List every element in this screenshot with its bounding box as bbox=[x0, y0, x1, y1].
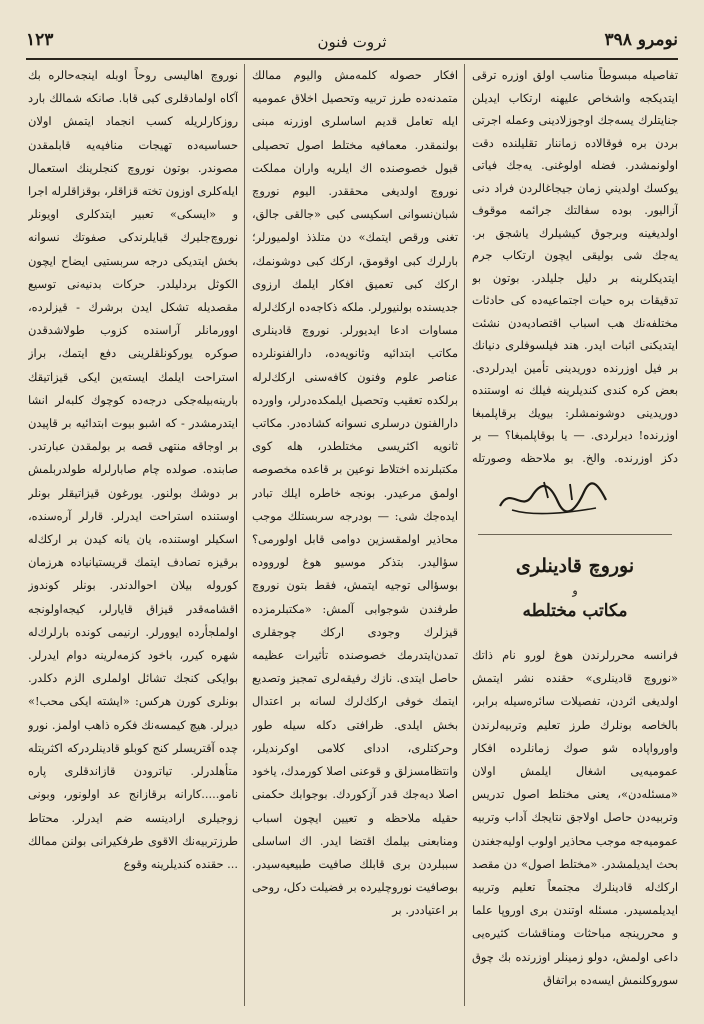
page-number: ۱۲۳ bbox=[26, 30, 54, 50]
column-divider bbox=[244, 64, 245, 1006]
article-continuation-text: تفاصيله مبسوطاً مناسب اولق اوزره ترقى ايتديكجه واشخاص عليهنه ارتكاب ايديلن جنايتلرك يسه‌جك اوجوزلادينى وعمله اجرتى بردن بره فوقالاده زماننار تقليلنده دقت اولونمشدر. فضله اولوغنى. يه‌جك فياتى يوكسك اولديني زمان جيجاغالردن فراد دنى آزاليور. بوده سفالتك جرائمه موقوف اولديغينه وبرجوق كيشيلرك ياشجق بر. يه‌جك شى بوليقى ايچون ارتكاب جرم ايتديكلرينه بر دليل جليلدر. بوتون بو تدقيقات بره حيات اجتماعيه‌ده كى حادثات مختلفه‌نك هب اسباب اقتصاديه‌دن نشئت ايتديكنى اثبات ايدر. هند فيلسوفلرى دنيانك بر فيل اوزرنده دوريدينى تأمين ايدرلردى. بعض كره كندى كنديلرينه فيلك نه اوستنده دوريدينى دوشونمشلر: بيويك برقاپلمبغا اوزرنده! ديرلردى. — يا بوقاپلمبغا؟ — بر دكز اوزرنده. والخ. بو ملاحظه وصورتله bbox=[472, 68, 678, 465]
journal-title: ثروت فنون bbox=[317, 33, 387, 51]
column-middle-text: افكار حصوله كلمه‌مش واليوم ممالك متمدنه‌ده طرز تربيه وتحصيل اخلاق عموميه ايله تعامل قديم اساسلرى اوزرنه مبنى بولنمقدر. معمافيه مختلط اصول تحصيلى قبول خصوصنده اك ايلريه واران مملكت نوروچ اولديغى محققدر. اليوم نوروچ شبان‌نسوانى اسكيسى كبى «جالقى جالق، تغنى ورقص ايتمك» دن متلذذ اولميورلر؛ بارلرك كبى اوقومق، اركك كبى دوشونمك، اركك كبى تعميق افكار ايلمك ارزوى جديسنده بولنيورلر. ملكه ذكاجه‌ده اركك‌لرله مساوات ادعا ايديورلر. نوروچ قادينلرى مكاتب ابتدائيه وثانويه‌ده، دارالفنونلرده عناصر علوم وفنون كافه‌سنى اركك‌لرله برلكده تعقيب وتحصيل ايلمكده‌درلر، واورده دارالفنون درسلرى نسوانه كشاده‌در. مكاتب ثانويه اكثريسى مختلطدر، هله كوى مكتبلرنده اختلاط نوعين بر قاعده مخصوصه اولمق مرعيدر. بونجه خاطره ايلك تبادر ايده‌جك شى: — بودرجه سربستلك موجب محاذير اولمقسزين دوامى قابل اولورمى؟ سؤاليدر. بتذكر موسيو هوغ لورووده بوسؤالى توجيه ايتمش، فقط بتون نوروچ طرفندن شوجوابى آلمش: «مكتبلرمزده قيزلرك وجودى اركك چوجقلرى تمدن‌ايتدرمك خصوصنده تأثيرات عظيمه حاصل ايتدى. نازك رفيقه‌لرى تمجيز وتصديع ايتمك خوفى اركك‌لرك لسانه بر اعتدال بخش ايلدى. ظرافتى دكله سيله طور وحركتلرى، ادداى كلامى اوكرنديلر، وانتظامسزلق و قوعنى اصلا كورمدك، ياخود اصلا ديه‌جك قدر آزكوردك. بوجوابك حكمنى حقيله ملاحظه و تعيين ايچون اسباب ومنابعنى بيلمك اقتضا ايدر. اك اساسلى سببلردن برى قابلك صافيت طبيعيه‌سيدر. بوصافيت نوروچليرده بر فضيلت دكل، روحى بر اعتياددر. بر bbox=[252, 68, 458, 918]
column-middle bbox=[252, 64, 458, 1006]
article-body-text: فرانسه محررلرندن هوغ لورو نام ذاتك «نوروچ قادينلرى» حقنده نشر ايتمش اولديغى اثردن، تفصيلات سائره‌سيله برابر، بالخاصه بونلرك طرز تعليم وتربيه‌لرندن واورواپاده شو صوك زمانلرده افكار عموميه‌يى اشغال ايلمش اولان «مسئله‌دن»، يعنى مختلط اصول تدريس وتربيه‌دن حاصل اولاجق نتايجك آداب وتربيه عموميه‌جه موجب محاذير اولوب اوليه‌جغندن بحث ايديلمشدر. «مختلط اصول» دن مقصد اركك‌له قادينلرك مجتمعاً تعليم وتربيه ايديلمسيدر. مسئله اوتندن برى اوروپا علما و محررينجه مباحثات ومناقشات كثيره‌يى داعى اولمش، دولو زمينلر اوزرنده بك چوق سوروكلنمش ايسه‌ده براتفاق bbox=[472, 648, 678, 987]
article-subtitle: مكاتب مختلطه bbox=[522, 601, 628, 621]
page-header bbox=[26, 30, 678, 58]
article-title-conjunction: و bbox=[572, 584, 578, 597]
column-left bbox=[28, 64, 238, 1006]
author-signature bbox=[492, 476, 612, 520]
article-body bbox=[472, 644, 678, 1006]
header-rule bbox=[26, 58, 678, 60]
column-divider bbox=[464, 64, 465, 1006]
issue-number: نومرو ۳۹۸ bbox=[604, 30, 678, 50]
section-divider bbox=[478, 534, 672, 535]
column-right bbox=[472, 64, 678, 1006]
column-left-text: نوروچ اهاليسى روحاً اوبله اينجه‌حالره بك آكاه اولمادقلرى كبى قابا. صانكه شمالك بارد روزكارلريله كسب انجماد ايتمش اولان حساسيه‌ده تهيجات منافيه‌يه قابلمقدن مصوندر. بوتون نوروچ كنجلرينك استعمال ايله‌كلرى اوزون تخته قزاقلر، بوقزاقلرله اجرا و «ايسكى» تعبير ايتدكلرى اويونلر نوروچ‌جليرك قبايلرندكى صفوتك نسوانه بخش ايتديكى درجه سربستيى ايضاح ايچون الكوثل بردليلدر. حركات بدنيه‌نى توسيع مقصديله تشكل ايدن برشرك - قيزلرده، اوورمانلر آراسنده كزوب طولاشدقدن صوكره يوركونلقلرينى دفع ايتمك، براز استراحت ايلمك ايسته‌ين ايكى قيزاتيقك بارينه‌بيله‌جكى درجه‌ده كوچوك كلبه‌لر انشا ايتدرمشدر - كه اشبو بيوت ابتدائيه بر قاپيدن بر اوجاقه منتهى قصه بر بولمقدن عبارتدر. صابنده. صولده چام صابارلرله طولدربلمش بر دوشك بولنور. يورغون قيزاتيقلر بونلر اوستنده استراحت ايدرلر. قارلر آرەسنده، اسكيلر اوستنده، يان يانه كيدن بر اركك‌له برقيزه تصادف ايتمك قريستيانياده هرزمان كوروله بيلان احوالدندر. بونلر كوندوز اقشامه‌قدر قيزاق قايارلر، كيجه‌اولونجه اولملجأرده ايوورلر. ارنيمى كونده بارلرك‌له شهره كيرر، باخود كزمه‌لرينه دوام ايدرلر. بوايكى كنجك تشائل اولملرى الزم دكلدر. بونلرى كورن هركس: «ايشته ايكى محب!» ديرلر. هيچ كيمسه‌نك فكره ذاهب اولمز. نورو چده آقتريسلر كنج كوبلو قادينلردركه اكثريتله متأهلدرلر. تياترودن قازاندقلرى پاره نامو.....كارانه برقازانج عد اولونور، وبونى زوجيلرى ارادينسه ضم ايدرلر. محتاط طرزتربيه‌نك الاقوى طرفكيرانى بولنن ممالك ... حقنده كنديلرينه وقوع bbox=[28, 68, 238, 871]
article-title: نوروچ قادينلرى bbox=[515, 555, 635, 577]
article-continuation bbox=[472, 64, 678, 471]
